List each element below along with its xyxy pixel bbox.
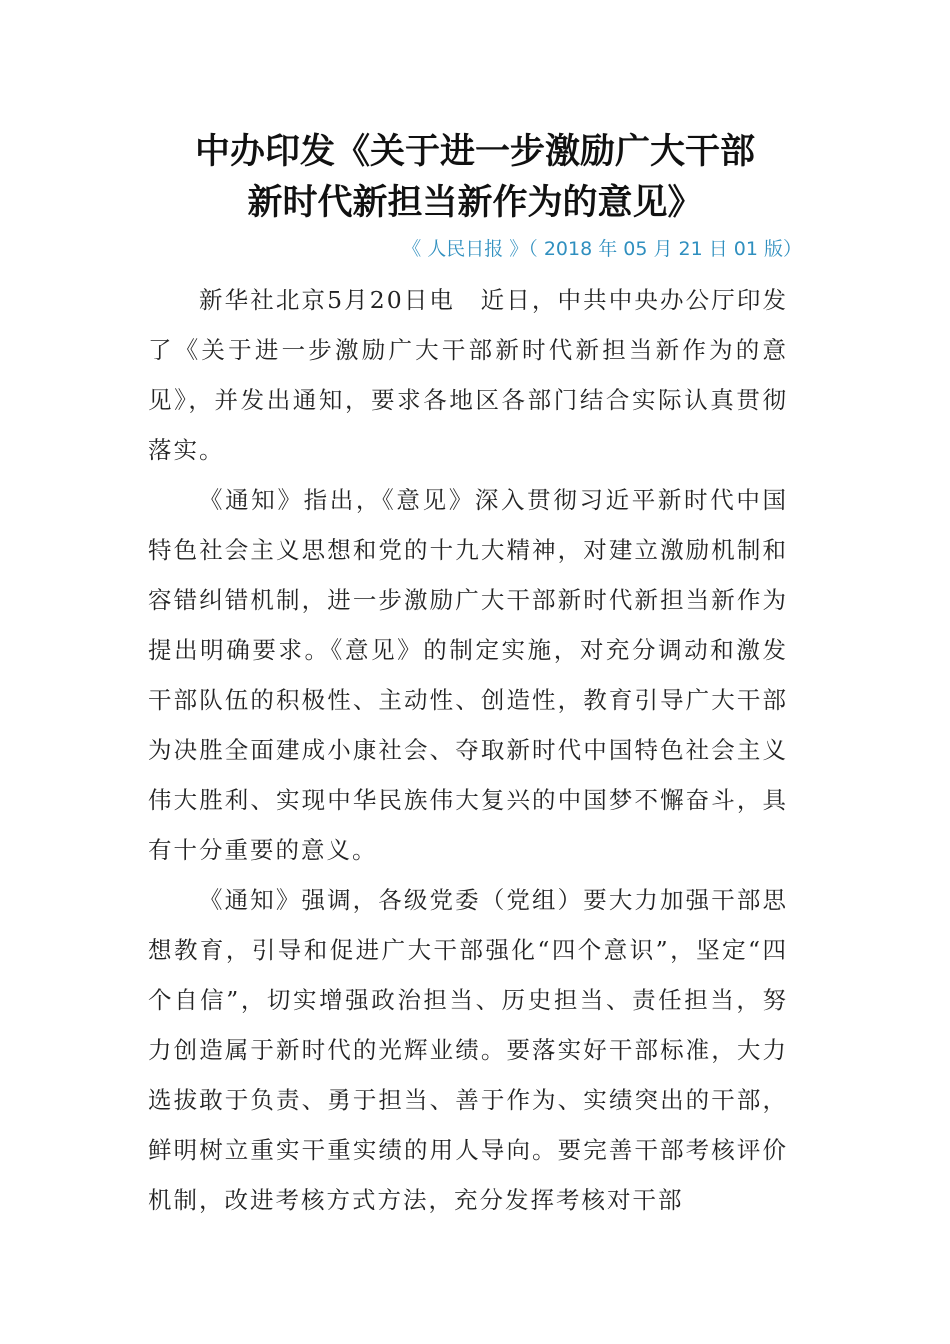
- paragraph: 《通知》强调，各级党委（党组）要大力加强干部思想教育，引导和促进广大干部强化“四个意识”，坚定“四个自信”，切实增强政治担当、历史担当、责任担当，努力创造属于新时代的光辉业绩。要落实好干部标准，大力选拔敢于负责、勇于担当、善于作为、实绩突出的干部，鲜明树立重实干重实绩的用人导向。要完善干部考核评价机制，改进考核方式方法，充分发挥考核对干部: [148, 886, 788, 1214]
- paragraph: 新华社北京5月20日电 近日，中共中央办公厅印发了《关于进一步激励广大干部新时代新担当新作为的意见》，并发出通知，要求各地区各部门结合实际认真贯彻落实。: [148, 286, 788, 464]
- article-body: [148, 275, 788, 1225]
- article-source: 《 人民日报 》（ 2018 年 05 月 21 日 01 版）: [402, 238, 802, 260]
- article-title-line-1: 中办印发《关于进一步激励广大干部: [194, 131, 755, 172]
- article-title-line-2: 新时代新担当新作为的意见》: [247, 182, 703, 223]
- paragraph: 《通知》指出，《意见》深入贯彻习近平新时代中国特色社会主义思想和党的十九大精神，对建立激励机制和容错纠错机制，进一步激励广大干部新时代新担当新作为提出明确要求。《意见》的制定实施，对充分调动和激发干部队伍的积极性、主动性、创造性，教育引导广大干部为决胜全面建成小康社会、夺取新时代中国特色社会主义伟大胜利、实现中华民族伟大复兴的中国梦不懈奋斗，具有十分重要的意义。: [148, 486, 788, 864]
